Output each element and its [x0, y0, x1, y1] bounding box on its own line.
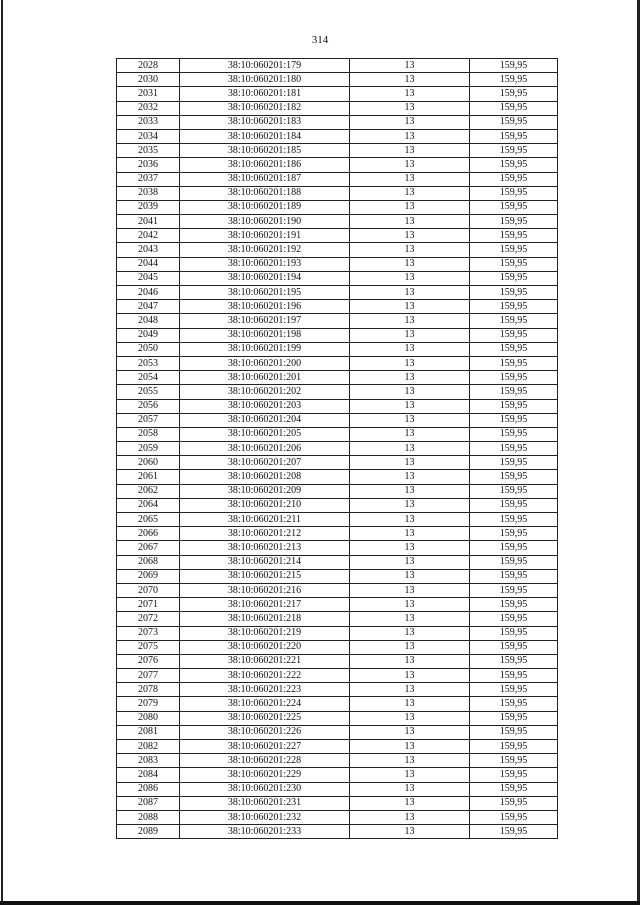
cadastral-number-cell: 38:10:060201:208 — [180, 470, 350, 484]
table-row — [117, 640, 558, 654]
table-row — [117, 243, 558, 257]
value-cell: 159,95 — [470, 286, 558, 300]
table-row — [117, 569, 558, 583]
area-cell: 13 — [350, 144, 470, 158]
area-cell: 13 — [350, 399, 470, 413]
area-cell: 13 — [350, 342, 470, 356]
area-cell: 13 — [350, 385, 470, 399]
value-cell: 159,95 — [470, 186, 558, 200]
cadastral-number-cell: 38:10:060201:194 — [180, 271, 350, 285]
cadastral-number-cell: 38:10:060201:233 — [180, 825, 350, 839]
table-row — [117, 740, 558, 754]
row-number-cell: 2070 — [117, 583, 180, 597]
cadastral-number-cell: 38:10:060201:219 — [180, 626, 350, 640]
row-number-cell: 2044 — [117, 257, 180, 271]
cadastral-number-cell: 38:10:060201:185 — [180, 144, 350, 158]
table-row — [117, 654, 558, 668]
area-cell: 13 — [350, 541, 470, 555]
value-cell: 159,95 — [470, 427, 558, 441]
cadastral-number-cell: 38:10:060201:221 — [180, 654, 350, 668]
cadastral-number-cell: 38:10:060201:222 — [180, 669, 350, 683]
cadastral-number-cell: 38:10:060201:196 — [180, 300, 350, 314]
value-cell: 159,95 — [470, 229, 558, 243]
value-cell: 159,95 — [470, 683, 558, 697]
cadastral-number-cell: 38:10:060201:186 — [180, 158, 350, 172]
cadastral-number-cell: 38:10:060201:228 — [180, 754, 350, 768]
value-cell: 159,95 — [470, 598, 558, 612]
area-cell: 13 — [350, 711, 470, 725]
value-cell: 159,95 — [470, 342, 558, 356]
row-number-cell: 2086 — [117, 782, 180, 796]
value-cell: 159,95 — [470, 782, 558, 796]
scan-bottom-edge — [0, 901, 640, 905]
cadastral-number-cell: 38:10:060201:225 — [180, 711, 350, 725]
row-number-cell: 2079 — [117, 697, 180, 711]
table-row — [117, 498, 558, 512]
table-row — [117, 101, 558, 115]
table-row — [117, 725, 558, 739]
value-cell: 159,95 — [470, 541, 558, 555]
area-cell: 13 — [350, 683, 470, 697]
row-number-cell: 2054 — [117, 371, 180, 385]
value-cell: 159,95 — [470, 796, 558, 810]
cadastral-number-cell: 38:10:060201:211 — [180, 513, 350, 527]
row-number-cell: 2031 — [117, 87, 180, 101]
row-number-cell: 2035 — [117, 144, 180, 158]
table-row — [117, 697, 558, 711]
row-number-cell: 2057 — [117, 413, 180, 427]
area-cell: 13 — [350, 101, 470, 115]
area-cell: 13 — [350, 328, 470, 342]
row-number-cell: 2038 — [117, 186, 180, 200]
cadastral-number-cell: 38:10:060201:187 — [180, 172, 350, 186]
cadastral-number-cell: 38:10:060201:197 — [180, 314, 350, 328]
cadastral-number-cell: 38:10:060201:223 — [180, 683, 350, 697]
page-number: 314 — [311, 34, 329, 46]
value-cell: 159,95 — [470, 129, 558, 143]
area-cell: 13 — [350, 286, 470, 300]
row-number-cell: 2046 — [117, 286, 180, 300]
table-row — [117, 711, 558, 725]
value-cell: 159,95 — [470, 725, 558, 739]
value-cell: 159,95 — [470, 356, 558, 370]
row-number-cell: 2042 — [117, 229, 180, 243]
row-number-cell: 2055 — [117, 385, 180, 399]
cadastral-number-cell: 38:10:060201:210 — [180, 498, 350, 512]
cadastral-number-cell: 38:10:060201:191 — [180, 229, 350, 243]
row-number-cell: 2033 — [117, 115, 180, 129]
value-cell: 159,95 — [470, 144, 558, 158]
area-cell: 13 — [350, 87, 470, 101]
cadastral-number-cell: 38:10:060201:207 — [180, 456, 350, 470]
row-number-cell: 2060 — [117, 456, 180, 470]
cadastral-number-cell: 38:10:060201:206 — [180, 442, 350, 456]
row-number-cell: 2059 — [117, 442, 180, 456]
cadastral-number-cell: 38:10:060201:199 — [180, 342, 350, 356]
table-row — [117, 768, 558, 782]
cadastral-number-cell: 38:10:060201:181 — [180, 87, 350, 101]
area-cell: 13 — [350, 626, 470, 640]
row-number-cell: 2080 — [117, 711, 180, 725]
table-row — [117, 87, 558, 101]
area-cell: 13 — [350, 158, 470, 172]
area-cell: 13 — [350, 725, 470, 739]
cadastral-number-cell: 38:10:060201:201 — [180, 371, 350, 385]
row-number-cell: 2034 — [117, 129, 180, 143]
table-row — [117, 825, 558, 839]
area-cell: 13 — [350, 754, 470, 768]
row-number-cell: 2048 — [117, 314, 180, 328]
cadastral-number-cell: 38:10:060201:188 — [180, 186, 350, 200]
value-cell: 159,95 — [470, 215, 558, 229]
row-number-cell: 2062 — [117, 484, 180, 498]
table-row — [117, 583, 558, 597]
table-row — [117, 200, 558, 214]
table-row — [117, 300, 558, 314]
table-row — [117, 413, 558, 427]
row-number-cell: 2061 — [117, 470, 180, 484]
area-cell: 13 — [350, 200, 470, 214]
value-cell: 159,95 — [470, 385, 558, 399]
cadastral-number-cell: 38:10:060201:193 — [180, 257, 350, 271]
value-cell: 159,95 — [470, 740, 558, 754]
area-cell: 13 — [350, 456, 470, 470]
value-cell: 159,95 — [470, 442, 558, 456]
area-cell: 13 — [350, 513, 470, 527]
area-cell: 13 — [350, 768, 470, 782]
row-number-cell: 2032 — [117, 101, 180, 115]
row-number-cell: 2084 — [117, 768, 180, 782]
value-cell: 159,95 — [470, 711, 558, 725]
row-number-cell: 2076 — [117, 654, 180, 668]
value-cell: 159,95 — [470, 569, 558, 583]
area-cell: 13 — [350, 740, 470, 754]
cadastral-number-cell: 38:10:060201:231 — [180, 796, 350, 810]
cadastral-number-cell: 38:10:060201:204 — [180, 413, 350, 427]
row-number-cell: 2039 — [117, 200, 180, 214]
cadastral-number-cell: 38:10:060201:202 — [180, 385, 350, 399]
table-row — [117, 186, 558, 200]
area-cell: 13 — [350, 115, 470, 129]
value-cell: 159,95 — [470, 371, 558, 385]
value-cell: 159,95 — [470, 413, 558, 427]
value-cell: 159,95 — [470, 101, 558, 115]
table-row — [117, 328, 558, 342]
cadastral-number-cell: 38:10:060201:229 — [180, 768, 350, 782]
area-cell: 13 — [350, 314, 470, 328]
area-cell: 13 — [350, 612, 470, 626]
cadastral-number-cell: 38:10:060201:226 — [180, 725, 350, 739]
table-row — [117, 215, 558, 229]
table-row — [117, 612, 558, 626]
table-row — [117, 172, 558, 186]
table-row — [117, 144, 558, 158]
value-cell: 159,95 — [470, 300, 558, 314]
table-row — [117, 229, 558, 243]
area-cell: 13 — [350, 427, 470, 441]
area-cell: 13 — [350, 654, 470, 668]
value-cell: 159,95 — [470, 768, 558, 782]
value-cell: 159,95 — [470, 73, 558, 87]
row-number-cell: 2071 — [117, 598, 180, 612]
cadastral-number-cell: 38:10:060201:205 — [180, 427, 350, 441]
table-row — [117, 314, 558, 328]
row-number-cell: 2030 — [117, 73, 180, 87]
area-cell: 13 — [350, 257, 470, 271]
value-cell: 159,95 — [470, 754, 558, 768]
value-cell: 159,95 — [470, 243, 558, 257]
table-row — [117, 73, 558, 87]
table-row — [117, 129, 558, 143]
row-number-cell: 2087 — [117, 796, 180, 810]
row-number-cell: 2068 — [117, 555, 180, 569]
area-cell: 13 — [350, 598, 470, 612]
row-number-cell: 2065 — [117, 513, 180, 527]
area-cell: 13 — [350, 640, 470, 654]
area-cell: 13 — [350, 229, 470, 243]
table-row — [117, 796, 558, 810]
cadastral-number-cell: 38:10:060201:232 — [180, 810, 350, 824]
table-row — [117, 371, 558, 385]
value-cell: 159,95 — [470, 810, 558, 824]
value-cell: 159,95 — [470, 527, 558, 541]
cadastral-number-cell: 38:10:060201:215 — [180, 569, 350, 583]
value-cell: 159,95 — [470, 583, 558, 597]
row-number-cell: 2041 — [117, 215, 180, 229]
cadastral-number-cell: 38:10:060201:220 — [180, 640, 350, 654]
table-row — [117, 385, 558, 399]
table-row — [117, 626, 558, 640]
cadastral-number-cell: 38:10:060201:200 — [180, 356, 350, 370]
table-row — [117, 598, 558, 612]
cadastral-number-cell: 38:10:060201:189 — [180, 200, 350, 214]
table-row — [117, 513, 558, 527]
table-row — [117, 286, 558, 300]
table-row — [117, 59, 558, 73]
value-cell: 159,95 — [470, 399, 558, 413]
row-number-cell: 2049 — [117, 328, 180, 342]
value-cell: 159,95 — [470, 654, 558, 668]
area-cell: 13 — [350, 583, 470, 597]
row-number-cell: 2058 — [117, 427, 180, 441]
table-row — [117, 342, 558, 356]
value-cell: 159,95 — [470, 825, 558, 839]
value-cell: 159,95 — [470, 669, 558, 683]
row-number-cell: 2050 — [117, 342, 180, 356]
table-row — [117, 158, 558, 172]
area-cell: 13 — [350, 796, 470, 810]
cadastral-number-cell: 38:10:060201:213 — [180, 541, 350, 555]
area-cell: 13 — [350, 129, 470, 143]
cadastral-number-cell: 38:10:060201:217 — [180, 598, 350, 612]
cadastral-number-cell: 38:10:060201:203 — [180, 399, 350, 413]
table-row — [117, 442, 558, 456]
cadastral-number-cell: 38:10:060201:192 — [180, 243, 350, 257]
row-number-cell: 2083 — [117, 754, 180, 768]
row-number-cell: 2077 — [117, 669, 180, 683]
value-cell: 159,95 — [470, 172, 558, 186]
cadastral-number-cell: 38:10:060201:216 — [180, 583, 350, 597]
table-row — [117, 427, 558, 441]
cadastral-number-cell: 38:10:060201:227 — [180, 740, 350, 754]
row-number-cell: 2089 — [117, 825, 180, 839]
table-row — [117, 356, 558, 370]
cadastral-number-cell: 38:10:060201:214 — [180, 555, 350, 569]
row-number-cell: 2056 — [117, 399, 180, 413]
cadastral-number-cell: 38:10:060201:180 — [180, 73, 350, 87]
table-row — [117, 782, 558, 796]
row-number-cell: 2067 — [117, 541, 180, 555]
area-cell: 13 — [350, 356, 470, 370]
value-cell: 159,95 — [470, 314, 558, 328]
value-cell: 159,95 — [470, 456, 558, 470]
area-cell: 13 — [350, 186, 470, 200]
cadastral-number-cell: 38:10:060201:224 — [180, 697, 350, 711]
value-cell: 159,95 — [470, 257, 558, 271]
value-cell: 159,95 — [470, 697, 558, 711]
table-row — [117, 669, 558, 683]
cadastral-number-cell: 38:10:060201:179 — [180, 59, 350, 73]
area-cell: 13 — [350, 215, 470, 229]
row-number-cell: 2053 — [117, 356, 180, 370]
table-row — [117, 555, 558, 569]
row-number-cell: 2078 — [117, 683, 180, 697]
cadastral-number-cell: 38:10:060201:212 — [180, 527, 350, 541]
cadastral-number-cell: 38:10:060201:209 — [180, 484, 350, 498]
area-cell: 13 — [350, 782, 470, 796]
row-number-cell: 2081 — [117, 725, 180, 739]
area-cell: 13 — [350, 243, 470, 257]
row-number-cell: 2028 — [117, 59, 180, 73]
table-row — [117, 541, 558, 555]
scan-left-edge — [1, 0, 3, 905]
value-cell: 159,95 — [470, 484, 558, 498]
row-number-cell: 2037 — [117, 172, 180, 186]
cadastral-number-cell: 38:10:060201:184 — [180, 129, 350, 143]
cadastral-number-cell: 38:10:060201:182 — [180, 101, 350, 115]
row-number-cell: 2069 — [117, 569, 180, 583]
table-row — [117, 257, 558, 271]
value-cell: 159,95 — [470, 555, 558, 569]
area-cell: 13 — [350, 271, 470, 285]
value-cell: 159,95 — [470, 158, 558, 172]
area-cell: 13 — [350, 669, 470, 683]
area-cell: 13 — [350, 555, 470, 569]
cadastral-number-cell: 38:10:060201:190 — [180, 215, 350, 229]
row-number-cell: 2066 — [117, 527, 180, 541]
table-row — [117, 683, 558, 697]
row-number-cell: 2072 — [117, 612, 180, 626]
value-cell: 159,95 — [470, 87, 558, 101]
table-row — [117, 271, 558, 285]
area-cell: 13 — [350, 498, 470, 512]
row-number-cell: 2082 — [117, 740, 180, 754]
row-number-cell: 2073 — [117, 626, 180, 640]
row-number-cell: 2036 — [117, 158, 180, 172]
table-row — [117, 399, 558, 413]
row-number-cell: 2047 — [117, 300, 180, 314]
area-cell: 13 — [350, 413, 470, 427]
area-cell: 13 — [350, 697, 470, 711]
cadastral-number-cell: 38:10:060201:195 — [180, 286, 350, 300]
value-cell: 159,95 — [470, 640, 558, 654]
area-cell: 13 — [350, 470, 470, 484]
value-cell: 159,95 — [470, 115, 558, 129]
register-table-body — [117, 59, 558, 839]
area-cell: 13 — [350, 300, 470, 314]
table-row — [117, 115, 558, 129]
row-number-cell: 2043 — [117, 243, 180, 257]
value-cell: 159,95 — [470, 59, 558, 73]
cadastral-number-cell: 38:10:060201:230 — [180, 782, 350, 796]
table-row — [117, 456, 558, 470]
value-cell: 159,95 — [470, 498, 558, 512]
value-cell: 159,95 — [470, 470, 558, 484]
table-row — [117, 484, 558, 498]
table-row — [117, 470, 558, 484]
value-cell: 159,95 — [470, 200, 558, 214]
cadastral-number-cell: 38:10:060201:218 — [180, 612, 350, 626]
area-cell: 13 — [350, 569, 470, 583]
area-cell: 13 — [350, 371, 470, 385]
cadastral-number-cell: 38:10:060201:198 — [180, 328, 350, 342]
value-cell: 159,95 — [470, 328, 558, 342]
table-row — [117, 754, 558, 768]
area-cell: 13 — [350, 442, 470, 456]
value-cell: 159,95 — [470, 612, 558, 626]
area-cell: 13 — [350, 825, 470, 839]
row-number-cell: 2045 — [117, 271, 180, 285]
row-number-cell: 2088 — [117, 810, 180, 824]
area-cell: 13 — [350, 59, 470, 73]
area-cell: 13 — [350, 484, 470, 498]
area-cell: 13 — [350, 172, 470, 186]
row-number-cell: 2064 — [117, 498, 180, 512]
value-cell: 159,95 — [470, 513, 558, 527]
table-row — [117, 810, 558, 824]
cadastral-number-cell: 38:10:060201:183 — [180, 115, 350, 129]
value-cell: 159,95 — [470, 271, 558, 285]
register-table — [116, 58, 558, 839]
area-cell: 13 — [350, 73, 470, 87]
area-cell: 13 — [350, 527, 470, 541]
row-number-cell: 2075 — [117, 640, 180, 654]
area-cell: 13 — [350, 810, 470, 824]
value-cell: 159,95 — [470, 626, 558, 640]
table-row — [117, 527, 558, 541]
